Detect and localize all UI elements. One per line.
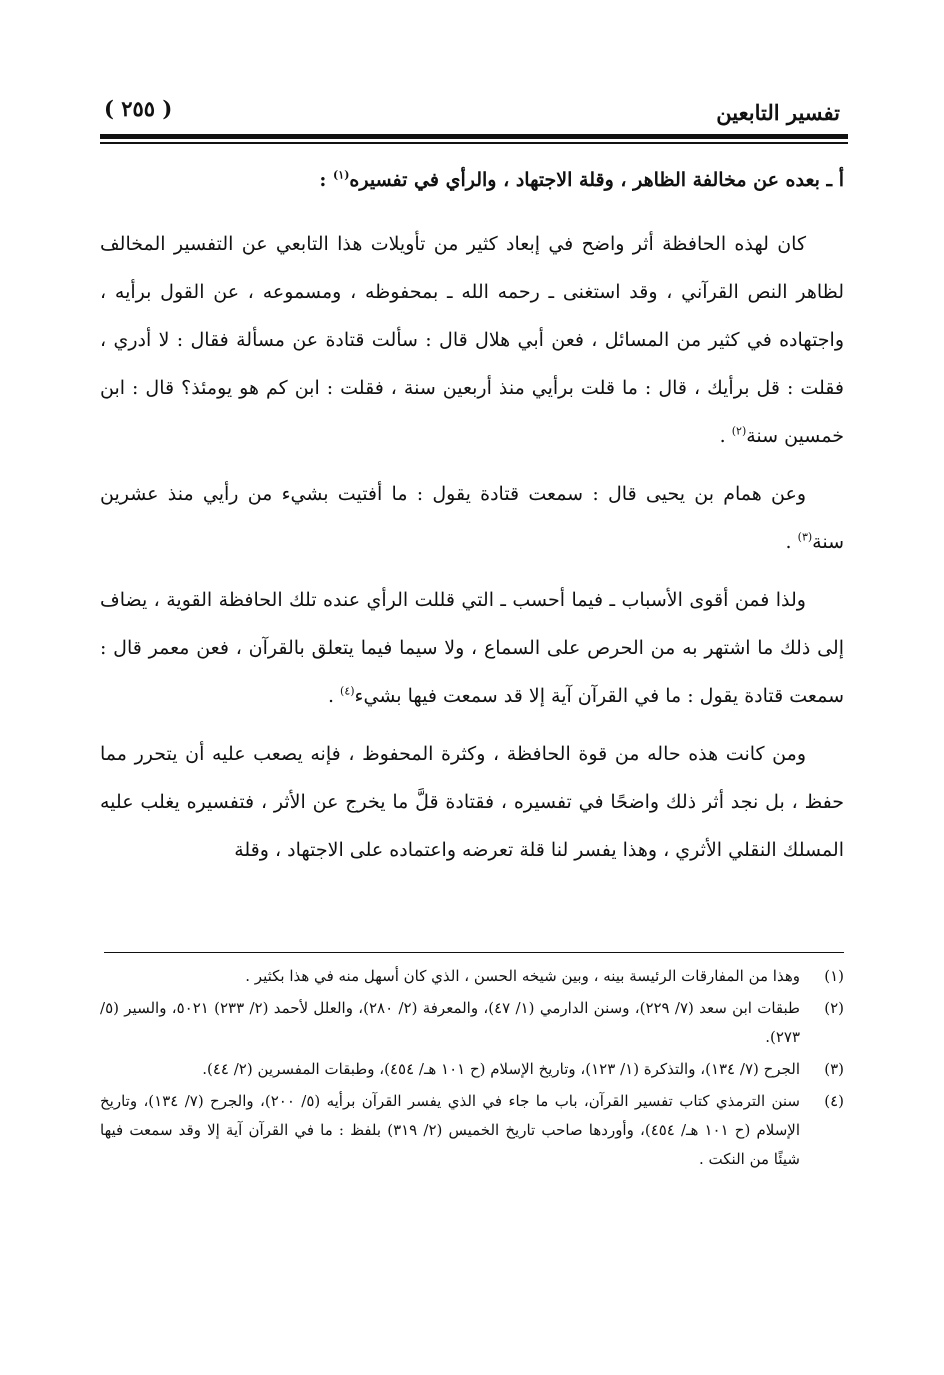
paragraph [100, 220, 844, 460]
footnote-ref: (٣) [797, 530, 813, 544]
footnotes [100, 962, 844, 1177]
header-rule-thin [100, 142, 848, 144]
paragraph-text: ولذا فمن أقوى الأسباب ـ فيما أحسب ـ التي قللت الرأي عنده تلك الحافظة القوية ، يضاف إلى ذلك ما اشتهر به من الحرص على السماع ، ولا سيما فيما يتعلق بالقرآن ، فعن معمر قال : سمعت قتادة يقول : ما في القرآن آية إلا قد سمعت فيها بشيء [100, 589, 844, 707]
section-heading [100, 160, 844, 200]
footnote-number: (١) [824, 967, 844, 985]
paragraph-text: وعن همام بن يحيى قال : سمعت قتادة يقول : ما أفتيت بشيء من رأيي منذ عشرين سنة [100, 483, 844, 553]
footnote-number: (٣) [824, 1060, 844, 1078]
page-number: ( ٢٥٥ ) [104, 96, 173, 121]
section-heading-end: : [319, 169, 334, 191]
paragraph-end: . [719, 425, 732, 447]
main-text [100, 160, 844, 884]
paragraph-text: كان لهذه الحافظة أثر واضح في إبعاد كثير من تأويلات هذا التابعي عن التفسير المخالف لظاهر النص القرآني ، وقد استغنى ـ رحمه الله ـ بمحفوظه ، ومسموعه ، عن القول برأيه ، واجتهاده في كثير من المسائل ، فعن أبي هلال قال : سألت قتادة عن مسألة فقال : لا أدري ، فقلت : قل برأيك ، قال : ما قلت برأيي منذ أربعين سنة ، فقلت : ابن كم هو يومئذ؟ قال : ابن خمسين سنة [100, 233, 844, 447]
paragraph [100, 576, 844, 720]
section-heading-text: أ ـ بعده عن مخالفة الظاهر ، وقلة الاجتهاد ، والرأي في تفسيره [349, 169, 844, 191]
footnote-text: وهذا من المفارقات الرئيسة بينه ، وبين شيخه الحسن ، الذي كان أسهل منه في هذا بكثير . [245, 967, 800, 985]
footnote-ref: (٢) [731, 424, 747, 438]
footnote [100, 1055, 844, 1084]
footnote-ref: (١) [333, 168, 350, 182]
footnote-text: سنن الترمذي كتاب تفسير القرآن، باب ما جاء في الذي يفسر القرآن برأيه (٥/ ٢٠٠)، والجرح (٧/ ١٣٤)، وتاريخ الإسلام (ح ١٠١ هـ/ ٤٥٤)، وأوردها صاحب تاريخ الخميس (٢/ ٣١٩) بلفظ : ما في القرآن آية إلا وقد سمعت فيها شيئًا من النكت . [100, 1092, 801, 1168]
footnote-text: الجرح (٧/ ١٣٤)، والتذكرة (١/ ١٢٣)، وتاريخ الإسلام (ح ١٠١ هـ/ ٤٥٤)، وطبقات المفسرين (٢/ ٤٤). [202, 1060, 800, 1078]
paragraph [100, 730, 844, 874]
footnote [100, 1087, 844, 1174]
chapter-title: تفسير التابعين [716, 100, 840, 125]
paragraph-end: . [327, 685, 341, 707]
paragraph-text: ومن كانت هذه حاله من قوة الحافظة ، وكثرة المحفوظ ، فإنه يصعب عليه أن يتحرر مما حفظ ، بل نجد أثر ذلك واضحًا في تفسيره ، فقتادة قلَّ ما يخرج عن الأثر ، فتفسيره يغلب عليه المسلك النقلي الأثري ، وهذا يفسر لنا قلة تعرضه واعتماده على الاجتهاد ، وقلة [100, 743, 844, 861]
paragraph [100, 470, 844, 566]
header-rule-thick [100, 134, 848, 139]
footnote-ref: (٤) [340, 684, 355, 698]
footnote [100, 994, 844, 1052]
footnote [100, 962, 844, 991]
footnote-separator [104, 952, 844, 953]
footnote-number: (٢) [824, 999, 844, 1017]
footnote-text: طبقات ابن سعد (٧/ ٢٢٩)، وسنن الدارمي (١/ ٤٧)، والمعرفة (٢/ ٢٨٠)، والعلل لأحمد (٢/ ٢٣٣) ٥٠٢١، والسير (٥/ ٢٧٣). [100, 999, 800, 1046]
paragraph-end: . [785, 531, 798, 553]
footnote-number: (٤) [824, 1092, 844, 1110]
running-header [100, 92, 844, 132]
